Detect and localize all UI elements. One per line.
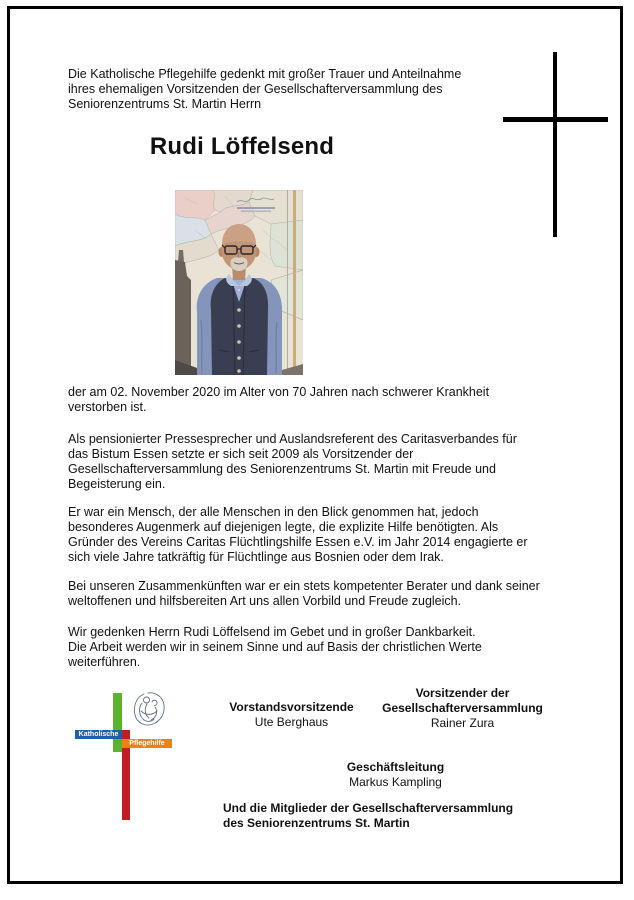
- text-line: Die Arbeit werden wir in seinem Sinne und auf Basis der christlichen Werte: [68, 640, 482, 654]
- text-line: Bei unseren Zusammenkünften war er ein stets kompetenter Berater und dank seiner: [68, 579, 540, 593]
- text-line: Wir gedenken Herrn Rudi Löffelsend im Gebet und in großer Dankbarkeit.: [68, 625, 476, 639]
- portrait-photo-graphic: [175, 190, 303, 375]
- logo-caregiver-sketch-icon: [130, 691, 166, 727]
- signature-role: Geschäftsleitung: [346, 760, 445, 774]
- paragraph-character: [68, 505, 528, 565]
- text-line: Begeisterung ein.: [68, 477, 166, 491]
- text-line: Als pensionierter Pressesprecher und Auslandsreferent des Caritasverbandes für: [68, 432, 517, 446]
- text-line: weiterführen.: [68, 655, 141, 669]
- deceased-name-title: Rudi Löffelsend: [149, 133, 335, 160]
- signature-name: Markus Kampling: [349, 775, 442, 789]
- text-line: sich viele Jahre tatkräftig für Flüchtlinge aus Bosnien oder dem Irak.: [68, 550, 444, 564]
- text-line: Seniorenzentrums St. Martin Herrn: [68, 97, 262, 111]
- text-line: Gründer des Vereins Caritas Flüchtlingshilfe Essen e.V. im Jahr 2014 engagierte er: [68, 535, 528, 549]
- text-line: das Bistum Essen setzte er sich seit 2009 als Vorsitzender der: [68, 447, 414, 461]
- intro-paragraph: [68, 67, 461, 112]
- portrait-photo: [175, 190, 303, 375]
- text-line: ihres ehemaligen Vorsitzenden der Gesellschafterversammlung des: [68, 82, 443, 96]
- paragraph-career: [68, 432, 517, 492]
- logo-green-bar: [113, 693, 122, 752]
- text-line: besonderes Augenmerk auf diejenigen legte, die explizite Hilfe benötigten. Als: [68, 520, 499, 534]
- signature-management: [308, 760, 483, 790]
- text-line: des Seniorenzentrums St. Martin: [223, 816, 410, 830]
- signature-members: [223, 801, 513, 831]
- logo-katholische-label: Katholische: [78, 731, 119, 738]
- text-line: der am 02. November 2020 im Alter von 70 Jahren nach schwerer Krankheit: [68, 385, 490, 399]
- signature-role: Gesellschafterversammlung: [382, 701, 543, 715]
- text-line: verstorben ist.: [68, 400, 147, 414]
- paragraph-tribute: [68, 579, 540, 609]
- signature-name: Ute Berghaus: [254, 715, 329, 729]
- paragraph-death-notice: [68, 385, 489, 415]
- signature-name: Rainer Zura: [430, 716, 495, 730]
- text-line: Gesellschafterversammlung des Seniorenzentrums St. Martin mit Freude und: [68, 462, 496, 476]
- signature-role: Vorstandsvorsitzende: [229, 700, 354, 714]
- logo-katholische-bar: [75, 730, 122, 739]
- cross-vertical-bar: [553, 52, 557, 237]
- text-line: Und die Mitglieder der Gesellschafterversammlung: [223, 801, 514, 815]
- logo-pflegehilfe-label: Pflegehilfe: [129, 740, 165, 747]
- signature-role: Vorsitzender der: [415, 686, 510, 700]
- paragraph-remembrance: [68, 625, 482, 670]
- text-line: Die Katholische Pflegehilfe gedenkt mit großer Trauer und Anteilnahme: [68, 67, 462, 81]
- text-line: weltoffenen und hilfsbereiten Art uns allen Vorbild und Freude zugleich.: [68, 594, 462, 608]
- logo-pflegehilfe-bar: [122, 739, 172, 748]
- cross-horizontal-bar: [503, 117, 608, 122]
- signature-shareholder-chair: [350, 686, 575, 731]
- text-line: Er war ein Mensch, der alle Menschen in den Blick genommen hat, jedoch: [68, 505, 479, 519]
